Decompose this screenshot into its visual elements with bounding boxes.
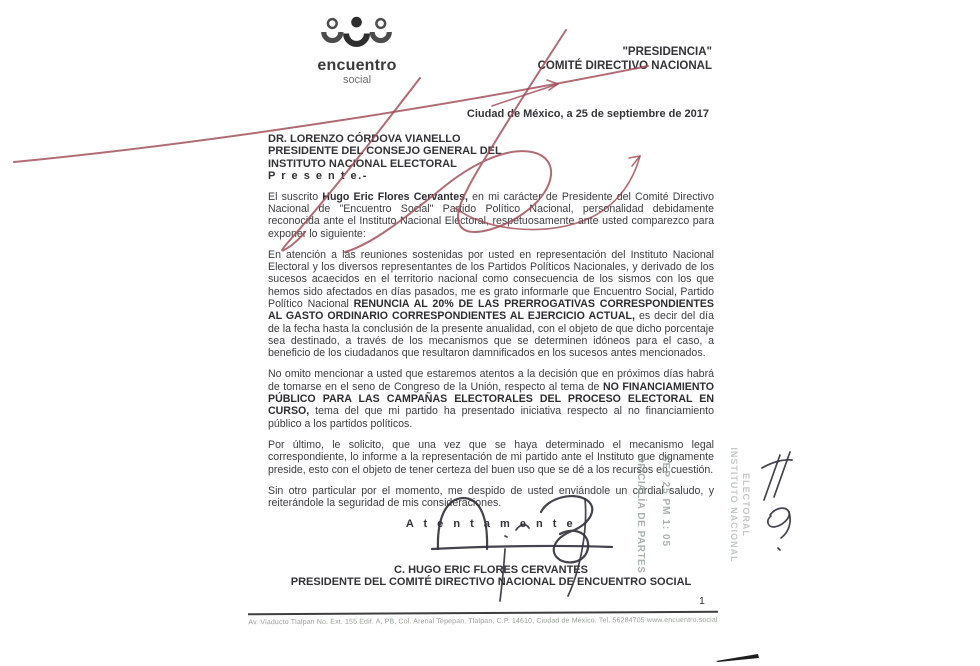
ine-stamp-line1: INSTITUTO NACIONAL: [729, 447, 739, 563]
paragraph-1-text: El suscrito: [268, 190, 323, 203]
paragraph-1-text-cont: en mi carácter de Presidente del Comité Directivo Nacional de "Encuentro Social" Partido Político Nacional, personalidad debidamente reconocida ante el Instituto Nacional Electoral, respetuosamente ante usted comparezco para exponer lo siguiente:: [268, 190, 714, 240]
paragraph-2: [268, 249, 714, 360]
signer-name: C. HUGO ERIC FLORES CERVANTES: [394, 563, 588, 576]
paragraph-2-bold: RENUNCIA AL 20% DE LAS PRERROGATIVAS CORRESPONDIENTES AL GASTO ORDINARIO CORRESPONDIENTES AL EJERCICIO ACTUAL,: [268, 298, 714, 323]
paragraph-3-text: No omito mencionar a usted que estaremos atentos a la decisión que en próximos días habrá de tomarse en el seno de Congreso de la Unión, respecto al tema de: [268, 368, 714, 393]
three-people-icon: [314, 14, 400, 52]
footer-address: Av. Viaducto Tlalpan No. Ext. 155 Edif. A, PB, Col. Arenal Tepepan, Tlalpan, C.P. 14610, Ciudad de México. Tel. 56284705 www.encuentro.social: [248, 616, 718, 627]
logo-wordmark: encuentro: [317, 57, 397, 74]
paragraph-3-text-cont: tema del que mi partido ha presentado iniciativa respecto al no financiamiento público a los partidos políticos.: [268, 405, 714, 430]
paragraph-3-bold: NO FINANCIAMIENTO PÚBLICO PARA LAS CAMPAÑAS ELECTORALES DEL PROCESO ELECTORAL EN CURSO,: [268, 380, 714, 418]
paragraph-2-text: En atención a las reuniones sostenidas por usted en representación del Instituto Nacional Electoral y los diversos representantes de los Partidos Políticos Nacionales, y derivado de los sucesos acaecidos en el territorio nacional como consecuencia de los sismos con los que hemos sido afectados en días pasados, me es grato informarle que Encuentro Social, Partido Político Nacional: [268, 248, 714, 310]
letterhead-office: [538, 46, 712, 73]
recipient-title-2: INSTITUTO NACIONAL ELECTORAL: [268, 157, 457, 170]
recipient-block: [268, 133, 714, 183]
paragraph-5: Sin otro particular por el momento, me despido de usted enviándole un cordial saludo, y reiterándole la seguridad de mis consideraciones.: [268, 484, 714, 510]
page-number: 1: [699, 595, 705, 607]
recipient-title-1: PRESIDENTE DEL CONSEJO GENERAL DEL: [268, 145, 502, 158]
received-date-stamp: [634, 455, 672, 597]
ine-stamp-line2: ELECTORAL: [741, 473, 751, 537]
paragraph-1-bold: Hugo Eric Flores Cervantes,: [322, 190, 468, 203]
paragraph-1: [268, 191, 714, 240]
received-stamp-office: OFICIALÍA DE PARTES: [635, 455, 646, 574]
recipient-presente: P r e s e n t e.-: [268, 170, 368, 183]
recipient-name: DR. LORENZO CÓRDOVA VIANELLO: [268, 133, 461, 145]
received-stamp-datetime: SEP 25 PM 1: 05: [660, 455, 671, 548]
ine-stamp: [728, 446, 752, 564]
salutation: A t e n t a m e n t e: [405, 518, 577, 531]
dateline: Ciudad de México, a 25 de septiembre de 2017: [466, 108, 709, 120]
paragraph-2-text-cont: es decir del día de la fecha hasta la conclusión de la presente anualidad, con el objeto de que dicho porcentaje sea destinado, a través de los mecanismos que se determinen idóneos para el caso, a beneficio de los ciudadanos que resultaron damnificados en los sucesos antes mencionados.: [268, 310, 714, 360]
letterhead-office-line2: COMITÉ DIRECTIVO NACIONAL: [537, 59, 712, 72]
footer-divider: [248, 611, 718, 615]
paragraph-4: Por último, le solicito, que una vez que se haya determinado el mecanismo legal correspondiente, lo informe a la representación de mi partido ante el Instituto que dignamente preside, esto con el objeto de tener certeza del buen uso que se dé a los recursos en cuestión.: [268, 438, 714, 476]
paragraph-3: [268, 368, 714, 429]
signer-title: PRESIDENTE DEL COMITÉ DIRECTIVO NACIONAL DE ENCUENTRO SOCIAL: [290, 576, 692, 589]
party-logo: [298, 14, 416, 86]
letterhead-office-line1: "PRESIDENCIA": [622, 46, 712, 58]
logo-submark: social: [342, 74, 372, 86]
